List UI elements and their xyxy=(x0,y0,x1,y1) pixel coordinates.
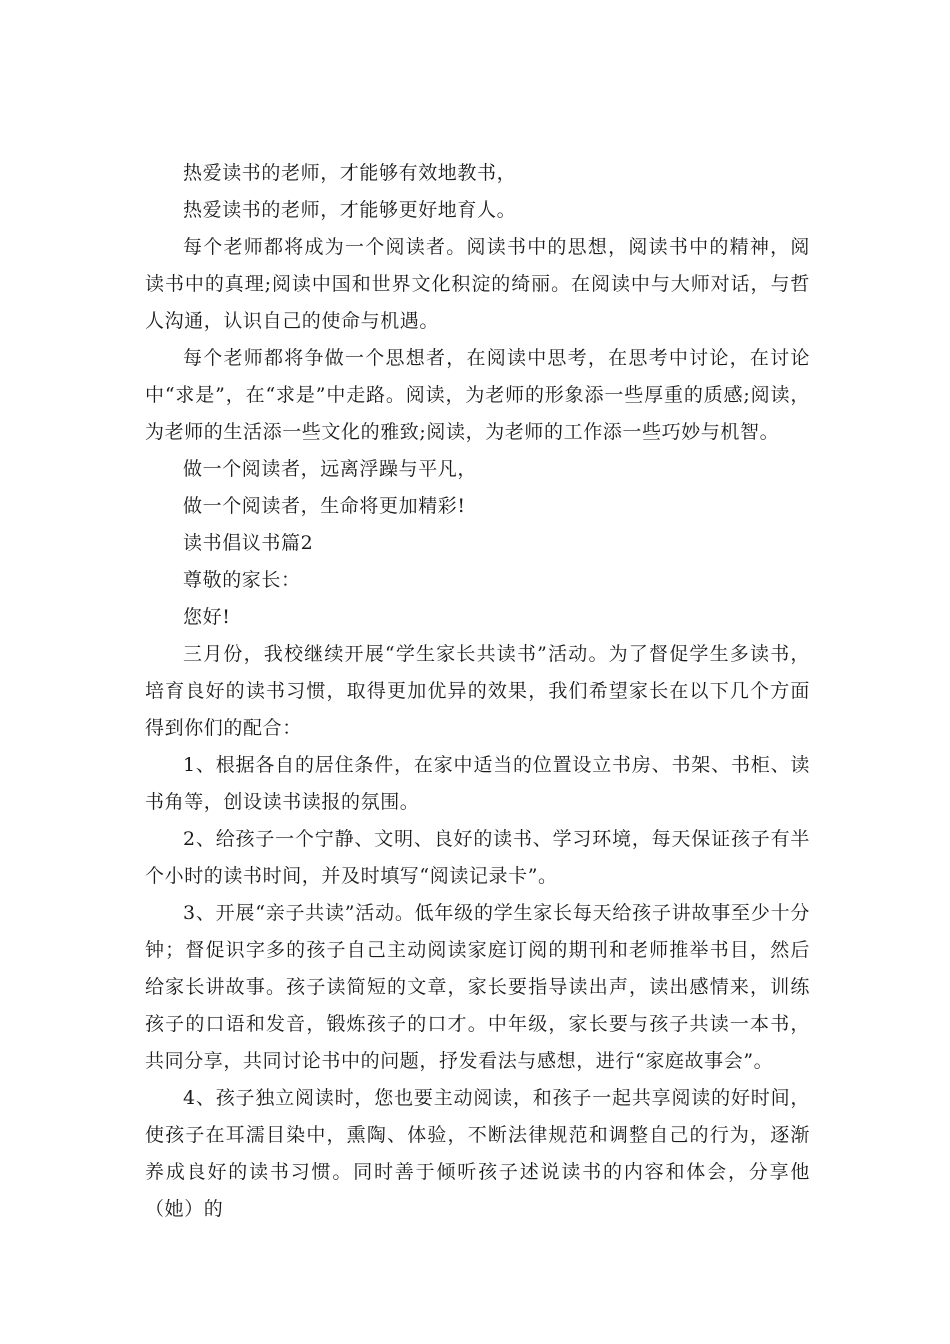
document-body xyxy=(145,155,810,1228)
paragraph: 做一个阅读者，远离浮躁与平凡， xyxy=(183,458,478,480)
section-title: 读书倡议书篇2 xyxy=(183,532,314,554)
paragraph: 每个老师都将成为一个阅读者。阅读书中的思想，阅读书中的精神，阅读书中的真理;阅读中国和世界文化积淀的绮丽。在阅读中与大师对话，与哲人沟通，认识自己的使命与机遇。 xyxy=(145,236,810,332)
list-item: 3、开展“亲子共读”活动。低年级的学生家长每天给孩子讲故事至少十分钟；督促识字多的孩子自己主动阅读家庭订阅的期刊和老师推举书目，然后给家长讲故事。孩子读简短的文章，家长要指导读出声，读出感情来，训练孩子的口语和发音，锻炼孩子的口才。中年级，家长要与孩子共读一本书，共同分享，共同讨论书中的问题，抒发看法与感想，进行“家庭故事会”。 xyxy=(145,902,810,1072)
salutation: 尊敬的家长： xyxy=(183,569,301,591)
list-item: 4、孩子独立阅读时，您也要主动阅读，和孩子一起共享阅读的好时间，使孩子在耳濡目染中，熏陶、体验，不断法律规范和调整自己的行为，逐渐养成良好的读书习惯。同时善于倾听孩子述说读书的内容和体会，分享他（她）的 xyxy=(145,1087,810,1220)
paragraph: 热爱读书的老师，才能够更好地育人。 xyxy=(183,199,517,221)
paragraph: 三月份，我校继续开展“学生家长共读书”活动。为了督促学生多读书，培育良好的读书习惯，取得更加优异的效果，我们希望家长在以下几个方面得到你们的配合： xyxy=(145,643,810,739)
paragraph: 做一个阅读者，生命将更加精彩! xyxy=(183,495,466,517)
list-item: 1、根据各自的居住条件，在家中适当的位置设立书房、书架、书柜、读书角等，创设读书读报的氛围。 xyxy=(145,754,810,813)
list-item: 2、给孩子一个宁静、文明、良好的读书、学习环境，每天保证孩子有半个小时的读书时间，并及时填写“阅读记录卡”。 xyxy=(145,828,810,887)
paragraph: 每个老师都将争做一个思想者，在阅读中思考，在思考中讨论，在讨论中“求是”，在“求是”中走路。阅读，为老师的形象添一些厚重的质感;阅读，为老师的生活添一些文化的雅致;阅读，为老师的工作添一些巧妙与机智。 xyxy=(145,347,810,443)
paragraph: 热爱读书的老师，才能够有效地教书， xyxy=(183,162,517,184)
greeting: 您好! xyxy=(183,606,231,628)
